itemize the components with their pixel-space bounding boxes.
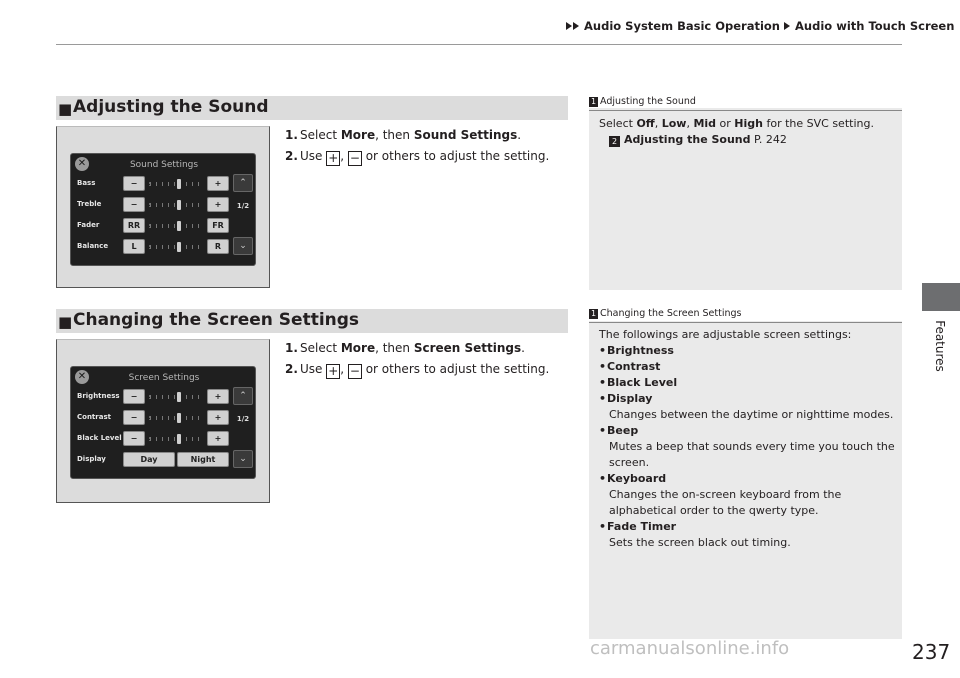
- note-heading: 1 Adjusting the Sound: [590, 96, 696, 107]
- scroll-down-icon[interactable]: ⌄: [233, 237, 253, 255]
- settings-row: [71, 216, 257, 236]
- note-divider: [589, 322, 902, 323]
- row-label: Brightness: [77, 392, 120, 400]
- right-button[interactable]: R: [207, 239, 229, 254]
- step: 1. Select More, then Screen Settings.: [285, 341, 525, 355]
- night-button[interactable]: Night: [177, 452, 229, 467]
- sound-settings-figure: [56, 126, 270, 288]
- note-divider: [589, 110, 902, 111]
- row-label: Black Level: [77, 434, 122, 442]
- note-body: [599, 327, 895, 551]
- section-title: Changing the Screen Settings: [73, 310, 360, 330]
- list-item: • Brightness: [599, 343, 895, 359]
- square-bullet-icon: ■: [58, 313, 73, 331]
- decrease-button[interactable]: −: [123, 431, 145, 446]
- day-button[interactable]: Day: [123, 452, 175, 467]
- increase-button[interactable]: +: [207, 410, 229, 425]
- list-item: • Contrast: [599, 359, 895, 375]
- increase-button[interactable]: +: [207, 176, 229, 191]
- level-slider[interactable]: [149, 395, 204, 399]
- breadcrumb: [566, 19, 954, 33]
- decrease-button[interactable]: −: [123, 197, 145, 212]
- steps-list: [285, 338, 549, 380]
- scroll-column: [233, 387, 253, 475]
- watermark-text: carmanualsonline.info: [590, 638, 790, 659]
- rear-button[interactable]: RR: [123, 218, 145, 233]
- cross-reference-link[interactable]: 2 Adjusting the Sound P. 242: [599, 132, 874, 148]
- close-icon[interactable]: ✕: [75, 370, 89, 384]
- page-indicator: 1/2: [236, 202, 250, 210]
- scroll-down-icon[interactable]: ⌄: [233, 450, 253, 468]
- level-slider[interactable]: [149, 437, 204, 441]
- row-label: Treble: [77, 200, 102, 208]
- screen-settings-screen: [70, 366, 256, 479]
- plus-key-icon: +: [328, 151, 339, 165]
- level-slider[interactable]: [149, 224, 204, 228]
- scroll-up-icon[interactable]: ⌃: [233, 174, 253, 192]
- settings-row: [71, 174, 257, 194]
- settings-row: [71, 408, 257, 428]
- level-slider[interactable]: [149, 182, 204, 186]
- reference-arrow-icon: 2: [609, 136, 620, 147]
- note-body: Select Off, Low, Mid or High for the SVC setting. 2 Adjusting the Sound P. 242: [599, 117, 874, 146]
- settings-list: [599, 343, 895, 551]
- square-bullet-icon: ■: [58, 100, 73, 118]
- breadcrumb-arrow-icon: [573, 22, 579, 30]
- slider-knob[interactable]: [177, 242, 181, 252]
- front-button[interactable]: FR: [207, 218, 229, 233]
- chapter-tab-label: Features: [933, 320, 947, 372]
- list-item: • Display Changes between the daytime or nighttime modes.: [599, 391, 895, 423]
- slider-knob[interactable]: [177, 221, 181, 231]
- level-slider[interactable]: [149, 245, 204, 249]
- settings-row: [71, 237, 257, 257]
- screen-title: Screen Settings: [128, 373, 200, 383]
- step: 2. Use + , − or others to adjust the setting.: [285, 362, 550, 378]
- sound-settings-screen: [70, 153, 256, 266]
- decrease-button[interactable]: −: [123, 389, 145, 404]
- page-number: 237: [912, 640, 951, 664]
- section-title: Adjusting the Sound: [73, 97, 269, 117]
- row-label: Balance: [77, 242, 109, 250]
- header-divider: [56, 44, 902, 45]
- row-label: Display: [77, 455, 106, 463]
- screen-settings-figure: [56, 339, 270, 503]
- page-indicator: 1/2: [236, 415, 250, 423]
- row-label: Contrast: [77, 413, 111, 421]
- slider-knob[interactable]: [177, 392, 181, 402]
- slider-knob[interactable]: [177, 179, 181, 189]
- level-slider[interactable]: [149, 416, 204, 420]
- slider-knob[interactable]: [177, 413, 181, 423]
- settings-row: [71, 429, 257, 449]
- plus-key-icon: +: [328, 364, 339, 378]
- decrease-button[interactable]: −: [123, 410, 145, 425]
- slider-knob[interactable]: [177, 200, 181, 210]
- step: 1. Select More, then Sound Settings.: [285, 128, 522, 142]
- breadcrumb-item[interactable]: Audio with Touch Screen: [795, 19, 955, 33]
- increase-button[interactable]: +: [207, 389, 229, 404]
- minus-key-icon: −: [349, 151, 360, 165]
- list-item: • Fade Timer Sets the screen black out timing.: [599, 519, 895, 551]
- row-label: Bass: [77, 179, 96, 187]
- decrease-button[interactable]: −: [123, 176, 145, 191]
- screen-title: Sound Settings: [129, 160, 199, 170]
- minus-key-icon: −: [349, 364, 360, 378]
- section-heading: [56, 309, 568, 333]
- close-icon[interactable]: ✕: [75, 157, 89, 171]
- list-item: • Black Level: [599, 375, 895, 391]
- breadcrumb-item[interactable]: Audio System Basic Operation: [584, 19, 780, 33]
- list-item: • Beep Mutes a beep that sounds every time you touch the screen.: [599, 423, 895, 471]
- increase-button[interactable]: +: [207, 431, 229, 446]
- scroll-column: [233, 174, 253, 262]
- note-marker-icon: 1: [590, 97, 597, 106]
- settings-row: [71, 450, 257, 470]
- increase-button[interactable]: +: [207, 197, 229, 212]
- breadcrumb-arrow-icon: [566, 22, 572, 30]
- step: 2. Use + , − or others to adjust the setting.: [285, 149, 550, 165]
- settings-row: [71, 387, 257, 407]
- slider-knob[interactable]: [177, 434, 181, 444]
- level-slider[interactable]: [149, 203, 204, 207]
- scroll-up-icon[interactable]: ⌃: [233, 387, 253, 405]
- steps-list: [285, 125, 549, 167]
- settings-row: [71, 195, 257, 215]
- note-heading: 1 Changing the Screen Settings: [590, 308, 742, 319]
- chapter-tab[interactable]: [922, 283, 960, 311]
- breadcrumb-arrow-icon: [784, 22, 790, 30]
- section-heading: [56, 96, 568, 120]
- note-intro: The followings are adjustable screen settings:: [599, 328, 852, 341]
- note-marker-icon: 1: [590, 309, 597, 318]
- left-button[interactable]: L: [123, 239, 145, 254]
- row-label: Fader: [77, 221, 100, 229]
- list-item: • Keyboard Changes the on-screen keyboard from the alphabetical order to the qwerty type.: [599, 471, 895, 519]
